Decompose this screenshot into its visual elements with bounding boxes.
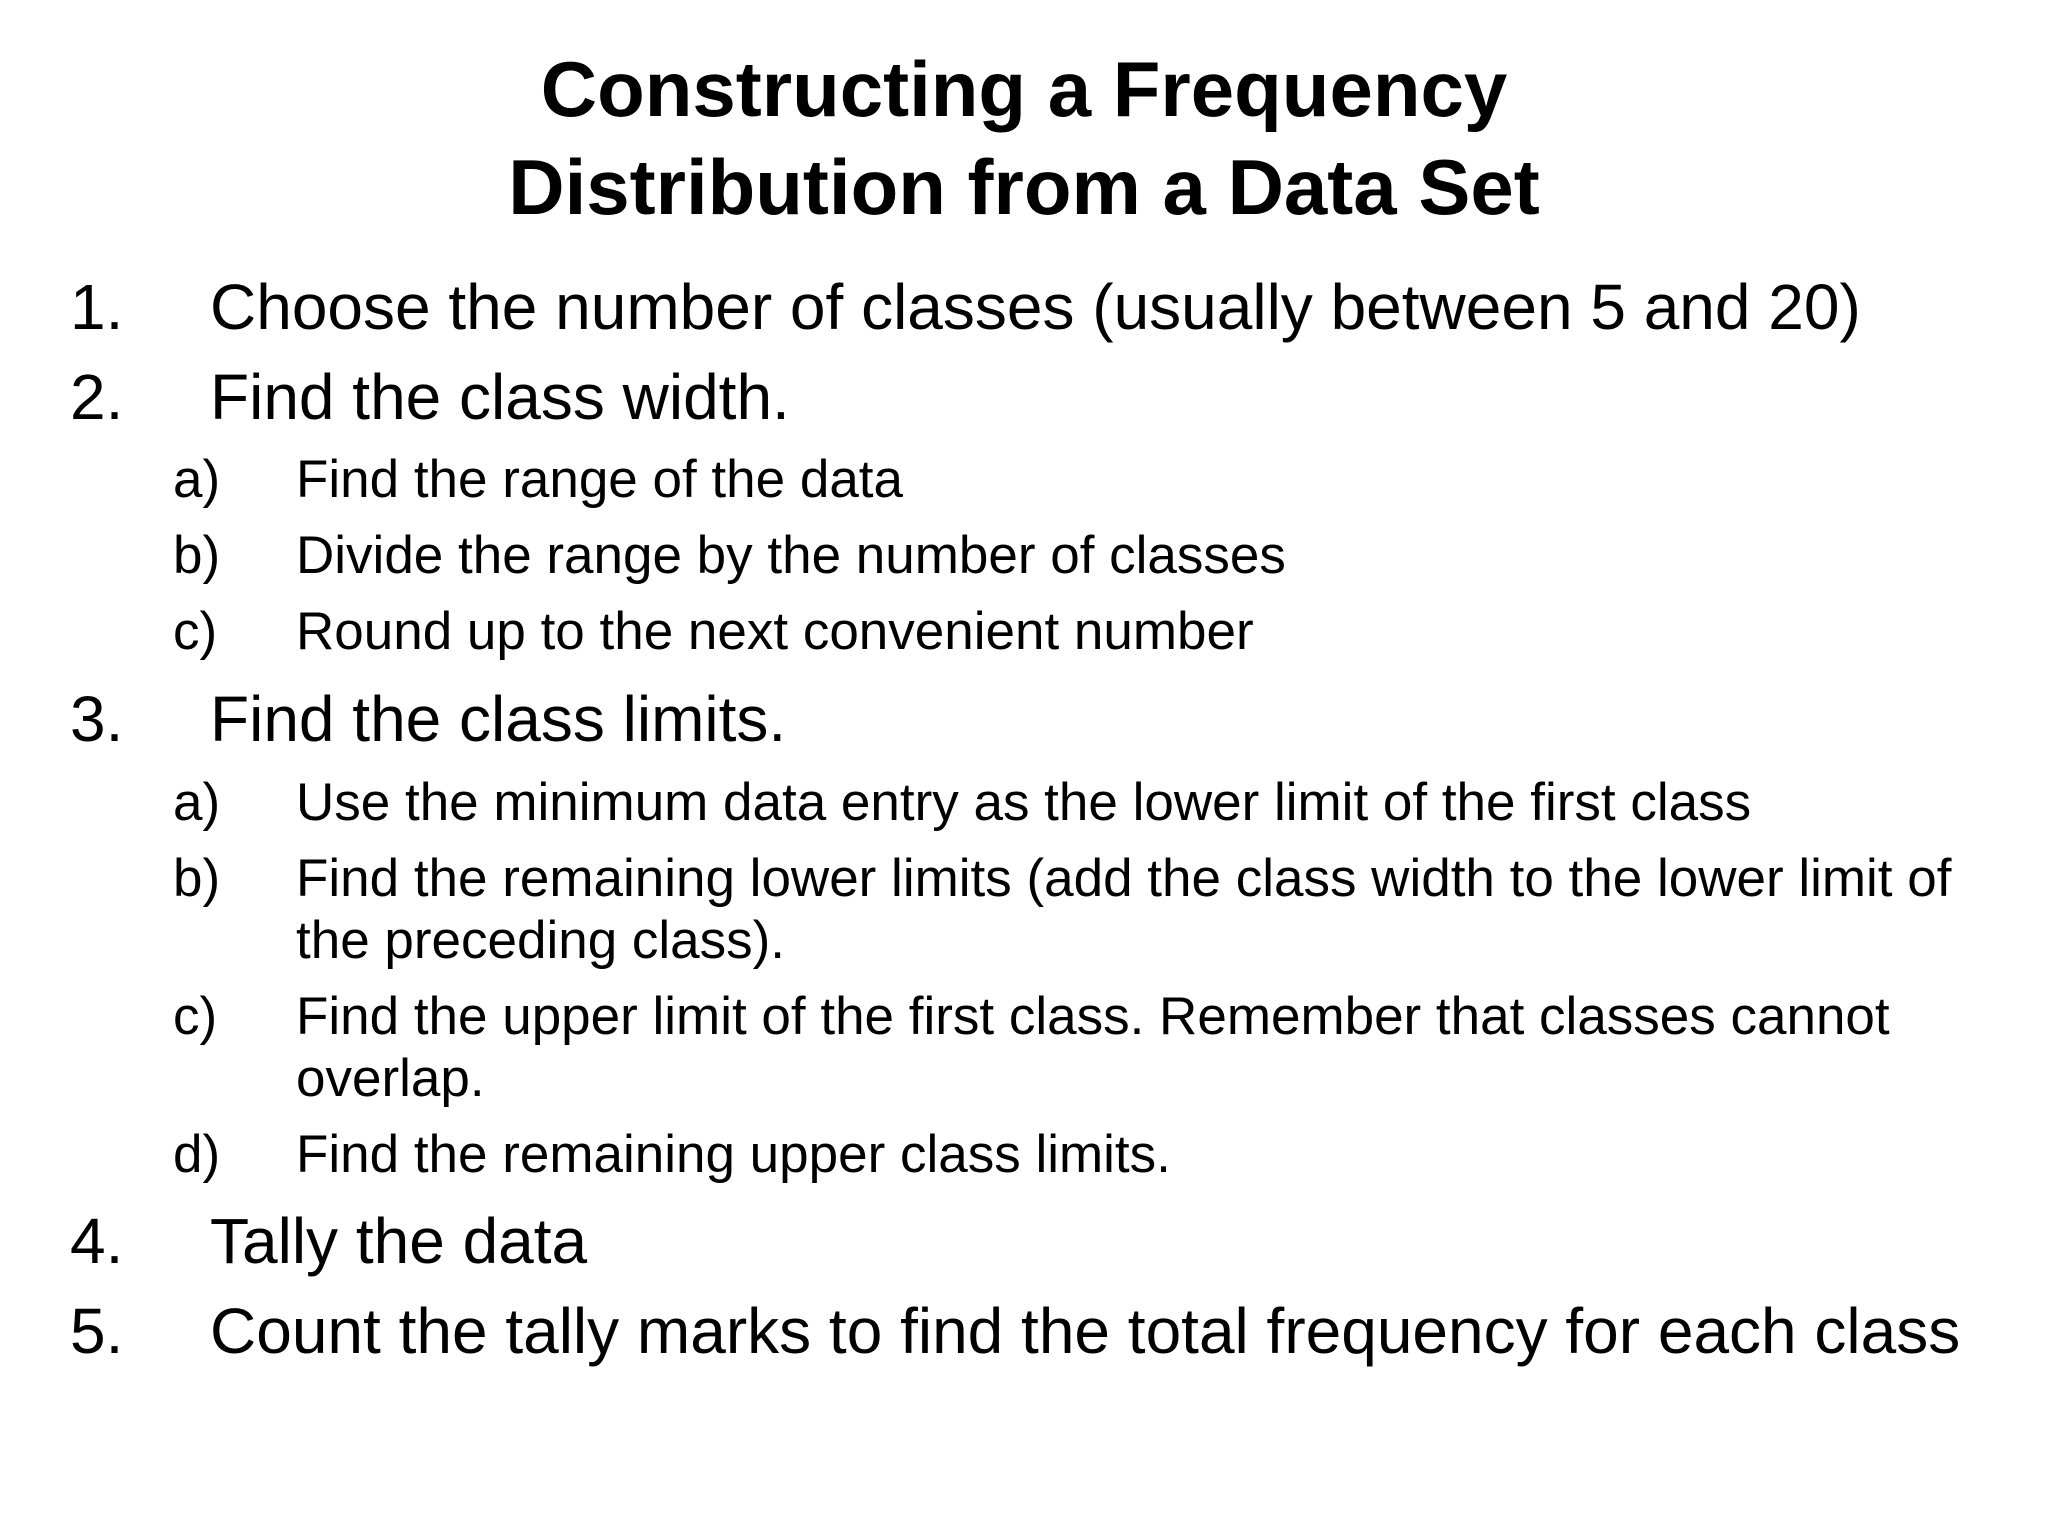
list-marker: b) [173, 526, 221, 585]
list-marker: 1. [70, 271, 124, 343]
list-text: Find the class limits. [210, 683, 787, 755]
list-text: Tally the data [210, 1205, 588, 1277]
list-marker: 2. [70, 361, 124, 433]
list-text: Find the class width. [210, 361, 790, 433]
list-marker: a) [173, 450, 221, 509]
list-text: Find the remaining upper class limits. [296, 1125, 1171, 1184]
list-text: Count the tally marks to find the total frequency for each class [210, 1295, 1961, 1367]
list-text: Divide the range by the number of classes [296, 526, 1286, 585]
list-text: Use the minimum data entry as the lower limit of the first class [296, 773, 1752, 832]
title-line-1: Constructing a Frequency [540, 45, 1508, 133]
list-marker: a) [173, 773, 221, 832]
list-text: Round up to the next convenient number [296, 602, 1254, 661]
list-marker: c) [173, 987, 218, 1046]
list-text: Find the range of the data [296, 450, 903, 509]
list-marker: 5. [70, 1295, 124, 1367]
title-line-2: Distribution from a Data Set [508, 143, 1540, 231]
list-marker: b) [173, 849, 221, 908]
list-marker: 4. [70, 1205, 124, 1277]
list-marker: d) [173, 1125, 221, 1184]
list-marker: 3. [70, 683, 124, 755]
list-text: Choose the number of classes (usually between 5 and 20) [210, 271, 1861, 343]
list-text: Find the upper limit of the first class. Remember that classes cannot overlap. [296, 987, 1890, 1108]
list-text: Find the remaining lower limits (add the class width to the lower limit of the preceding class). [296, 849, 1952, 970]
list-marker: c) [173, 602, 218, 661]
slide-title [0, 40, 2048, 236]
